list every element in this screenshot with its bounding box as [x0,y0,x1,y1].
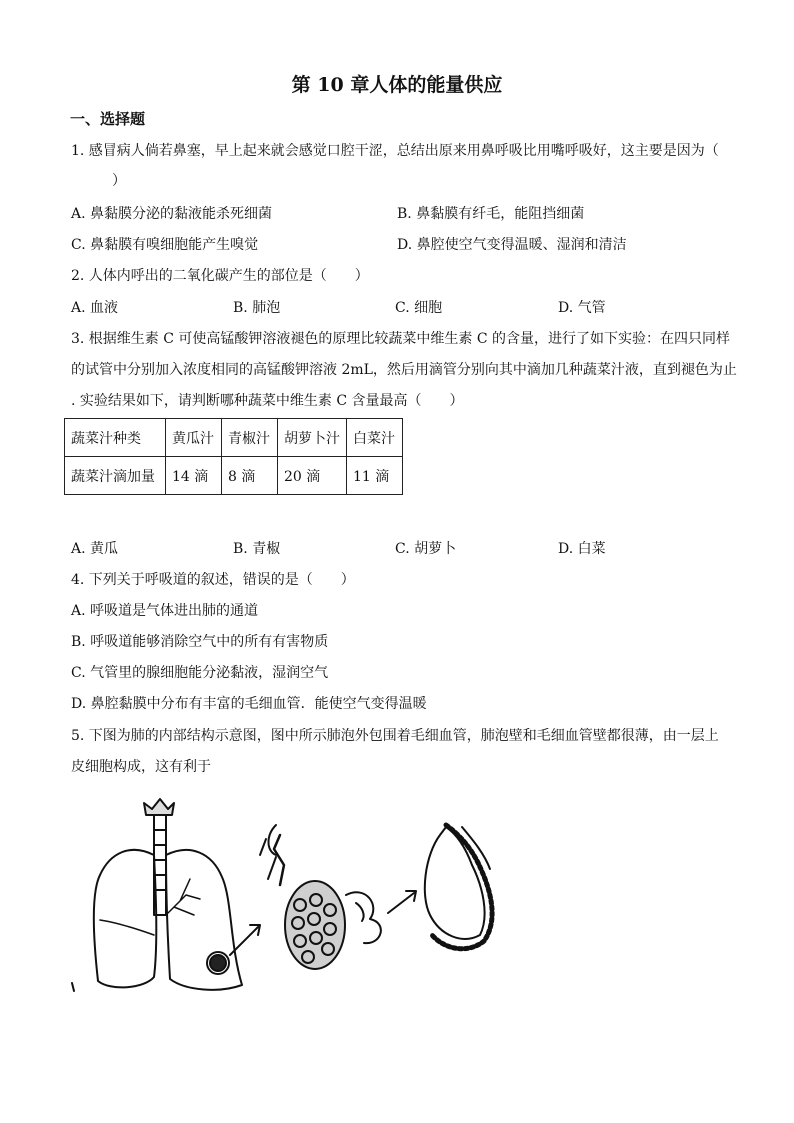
table-cell: 11 滴 [347,457,403,495]
alveolus-capillary-illustration [425,825,492,949]
q1-option-b: B. 鼻黏膜有纤毛，能阻挡细菌 [397,206,585,222]
q1-option-d: D. 鼻腔使空气变得温暖、湿润和清洁 [397,237,627,253]
lung-structure-figure [70,795,520,1000]
table-row [65,457,403,495]
section-heading: 一、选择题 [70,110,146,128]
q3-option-a: A. 黄瓜 [71,541,119,557]
q3-stem-line1: 3. 根据维生素 C 可使高锰酸钾溶液褪色的原理比较蔬菜中维生素 C 的含量，进行了如下实验：在四只同样 [71,331,731,347]
q2-option-a: A. 血液 [71,300,119,316]
table-cell: 8 滴 [222,457,278,495]
vegetable-juice-table [64,418,403,495]
q3-stem-line2: 的试管中分别加入浓度相同的高锰酸钾溶液 2mL，然后用滴管分别向其中滴加几种蔬菜汁液，直到褪色为止 [71,362,737,378]
q4-option-a: A. 呼吸道是气体进出肺的通道 [71,603,259,619]
table-cell: 黄瓜汁 [166,419,222,457]
q3-option-d: D. 白菜 [558,541,606,557]
q1-option-c: C. 鼻黏膜有嗅细胞能产生嗅觉 [71,237,259,253]
q4-option-c: C. 气管里的腺细胞能分泌黏液，湿润空气 [71,665,329,681]
q2-option-c: C. 细胞 [395,300,443,316]
q1-stem-cont: ） [112,173,126,189]
q3-option-c: C. 胡萝卜 [395,541,457,557]
table-cell: 青椒汁 [222,419,278,457]
q5-stem-line2: 皮细胞构成，这有利于 [71,759,211,775]
q4-option-b: B. 呼吸道能够消除空气中的所有有害物质 [71,634,329,650]
q2-stem: 2. 人体内呼出的二氧化碳产生的部位是（ ） [71,268,369,284]
table-cell: 14 滴 [166,457,222,495]
table-cell: 蔬菜汁种类 [65,419,166,457]
q3-stem-line3: . 实验结果如下，请判断哪种蔬菜中维生素 C 含量最高（ ） [71,393,464,409]
q1-stem: 1. 感冒病人倘若鼻塞，早上起来就会感觉口腔干涩，总结出原来用鼻呼吸比用嘴呼吸好，这主要是因为（ [71,143,719,159]
q1-option-a: A. 鼻黏膜分泌的黏液能杀死细菌 [71,206,273,222]
q2-option-d: D. 气管 [558,300,606,316]
lungs-illustration [72,799,260,991]
q3-option-b: B. 青椒 [233,541,281,557]
page-title: 第 10 章人体的能量供应 [291,74,503,96]
table-cell: 白菜汁 [347,419,403,457]
q2-option-b: B. 肺泡 [233,300,281,316]
alveoli-cluster-illustration [260,825,416,969]
q5-stem-line1: 5. 下图为肺的内部结构示意图，图中所示肺泡外包围着毛细血管，肺泡壁和毛细血管壁都很薄，由一层上 [71,728,719,744]
q4-option-d: D. 鼻腔黏膜中分布有丰富的毛细血管．能使空气变得温暖 [71,696,427,712]
table-cell: 20 滴 [278,457,347,495]
table-cell: 蔬菜汁滴加量 [65,457,166,495]
q4-stem: 4. 下列关于呼吸道的叙述，错误的是（ ） [71,572,355,588]
table-header-row [65,419,403,457]
table-cell: 胡萝卜汁 [278,419,347,457]
